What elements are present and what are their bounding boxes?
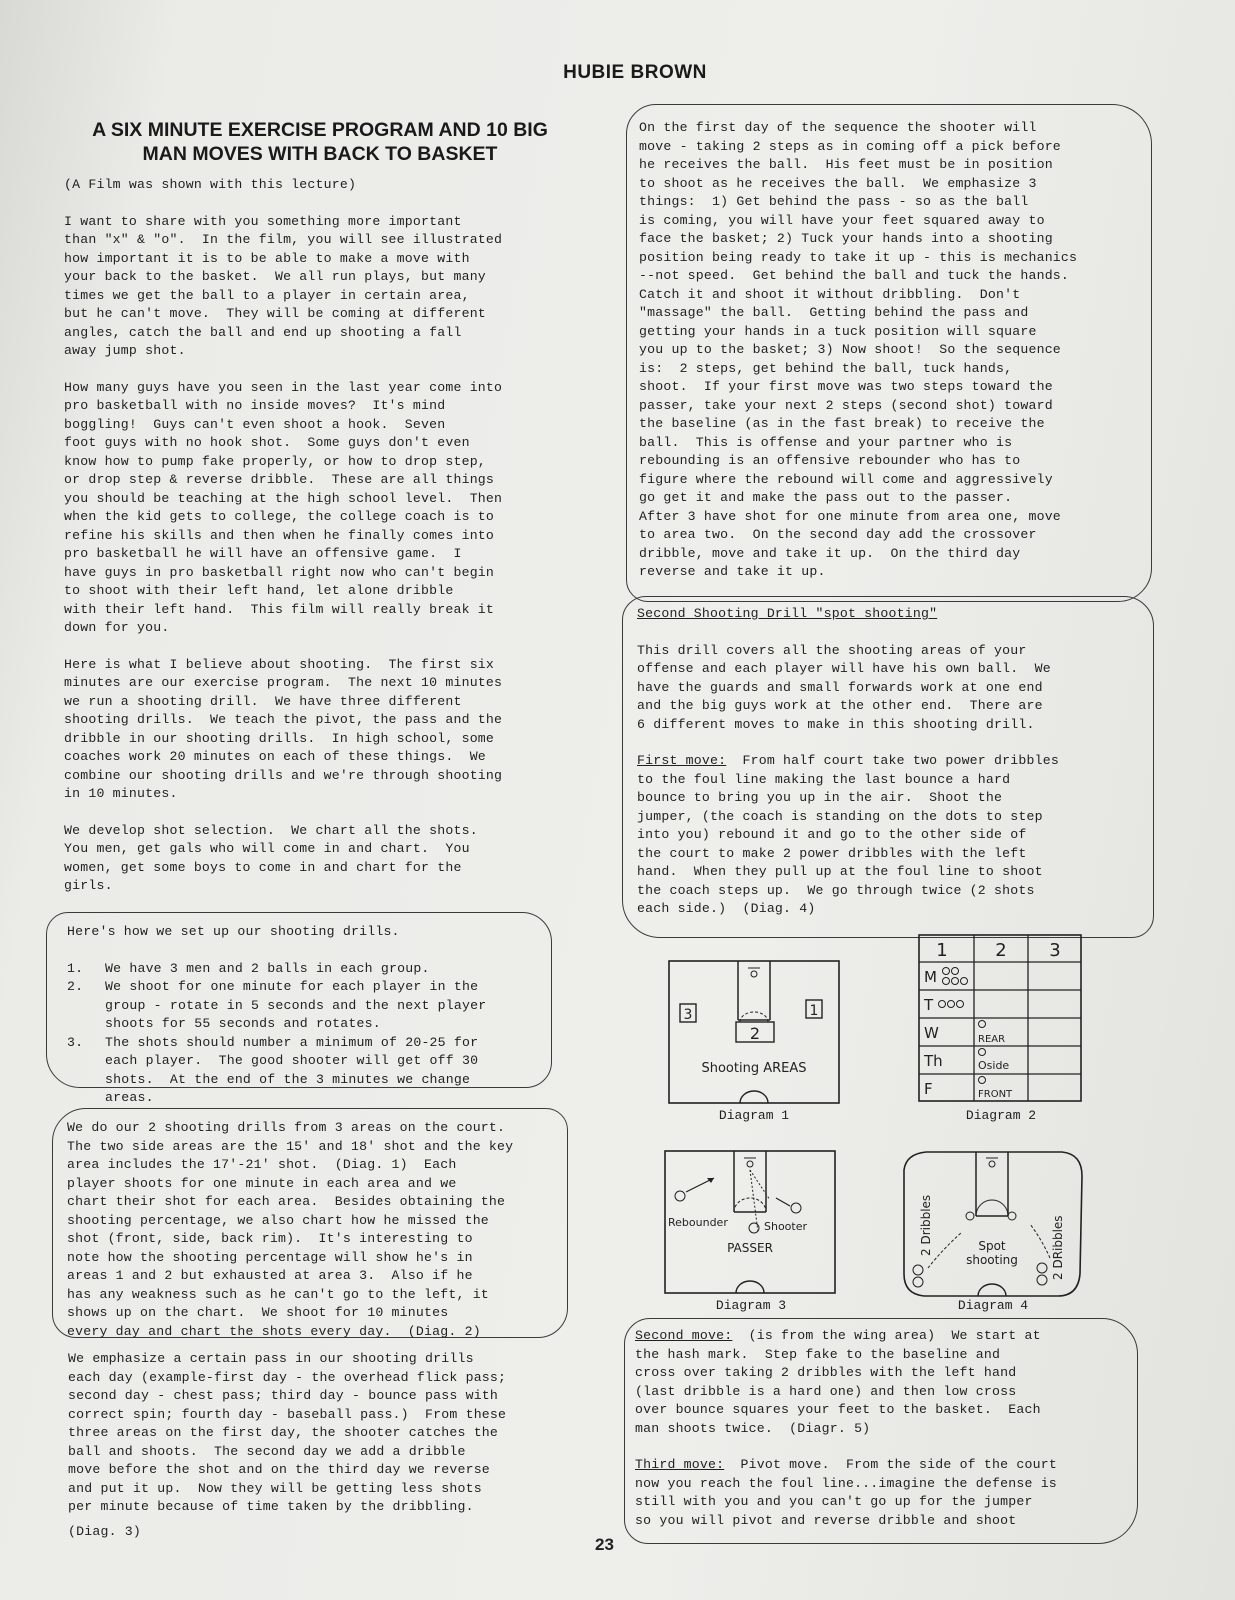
- title-line-2: MAN MOVES WITH BACK TO BASKET: [142, 143, 498, 165]
- row-m-label: M: [924, 968, 937, 986]
- spot-shooting-intro: This drill covers all the shooting areas of your offense and each player will have his own ball. We have the guards and small forwards work at one end and the big guys work at the other end. There are 6 different moves to make in this shooting drill.: [637, 642, 1051, 732]
- col-2-label: 2: [995, 940, 1007, 961]
- third-move-text: Third move: Pivot move. From the side of the court now you reach the foul line...imagine the defense is still with you and you can't go up for the jumper so you will pivot and reverse dribble and shoot: [635, 1457, 1057, 1528]
- film-note: (A Film was shown with this lecture): [64, 177, 357, 192]
- list-item: 3. The shots should number a minimum of 20-25 for each player. The good shooter will get off 30 shots. At the end of the 3 minutes we change areas.: [67, 1034, 479, 1105]
- diagram-1-caption: Diagram 1: [718, 1108, 790, 1123]
- setup-box: [46, 912, 552, 1105]
- spot-shooting-heading: Second Shooting Drill "spot shooting": [637, 606, 938, 621]
- areas-box: [52, 1108, 568, 1338]
- paragraph: How many guys have you seen in the last year come into pro basketball with no inside moves? It's mind boggling! Guys can't even shoot a hook. Seven foot guys with no hook shot. Some guys don't even know how to pump fake properly, or how to drop step, or drop step & reverse dribble. These are all things you should be teaching at the high school level. Then when the kid gets to college, the college coach is to refine his skills and then when he finally comes into pro basketball he will have an offensive game. I have guys in pro basketball right now who can't begin to shoot with their left hand, let alone dribble with their left hand. This film will really break it down for you.: [64, 379, 503, 635]
- title-line-1: A SIX MINUTE EXERCISE PROGRAM AND 10 BIG: [92, 119, 548, 141]
- paragraph: We develop shot selection. We chart all the shots. You men, get gals who will come in and chart. You women, get some boys to come in and chart for the girls.: [64, 822, 478, 893]
- shooter-label: Shooter: [764, 1220, 808, 1233]
- right-box-spot-shooting: [622, 596, 1154, 938]
- diagram-4-caption: Diagram 4: [957, 1298, 1029, 1313]
- first-move-text: First move: From half court take two power dribbles to the foul line making the last bounce a hard bounce to bring you up in the air. Shoot the jumper, (the coach is standing on the dots to step into you) rebound it and go to the other side of the court to make 2 power dribbles with the left hand. When they pull up at the foul line to shoot the coach steps up. We go through twice (2 shots each side.) (Diag. 4): [637, 753, 1059, 916]
- row-w-label: W: [924, 1024, 939, 1042]
- diagram-1: [668, 960, 840, 1104]
- paragraph: I want to share with you something more important than "x" & "o". In the film, you will see illustrated how important it is to be able to make a move with your back to the basket. We all run plays, but many times we get the ball to a player in certain area, but he can't move. They will be coming at different angles, catch the ball and end up shooting a fall away jump shot.: [64, 213, 503, 358]
- areas-text: We do our 2 shooting drills from 3 areas on the court. The two side areas are the 15' and 18' shot and the key area includes the 17'-21' shot. (Diag. 1) Each player shoots for one minute in each area and we chart their shot for each area. Besides obtaining the shooting percentage, we also chart how he missed the shot (front, side, back rim). It's interesting to note how the shooting percentage will show he's in areas 1 and 2 but exhausted at area 3. Also if he has any weakness such as he can't go to the left, it shows up on the chart. We shoot for 10 minutes every day and chart the shots every day. (Diag. 2): [67, 1120, 514, 1339]
- diagram-3-caption: Diagram 3: [715, 1298, 787, 1313]
- diagram-4: [902, 1150, 1084, 1300]
- pass-paragraph: We emphasize a certain pass in our shooting drills each day (example-first day - the overhead flick pass; second day - chest pass; third day - bounce pass with correct spin; fourth day - baseball pass.) From these three areas on the first day, the shooter catches the ball and shoots. The second day we add a dribble move before the shot and on the third day we reverse and put it up. Now they will be getting less shots per minute because of time taken by the dribbling.: [68, 1351, 507, 1514]
- row-f-label: F: [924, 1080, 933, 1098]
- diagram-2-caption: Diagram 2: [965, 1108, 1037, 1123]
- diagram-3: [664, 1150, 838, 1296]
- paragraph: Here is what I believe about shooting. The first six minutes are our exercise program. The next 10 minutes we run a shooting drill. We have three different shooting drills. We teach the pivot, the pass and the dribble in our shooting drills. In high school, some coaches work 20 minutes on each of these things. We combine our shooting drills and we're through shooting in 10 minutes.: [64, 656, 503, 801]
- row-t-label: T: [924, 996, 934, 1014]
- area-3-label: 3: [683, 1007, 693, 1023]
- first-day-text: On the first day of the sequence the shooter will move - taking 2 steps as in coming off a pick before he receives the ball. His feet must be in position to shoot as he receives the ball. We emphasize 3 things: 1) Get behind the pass - so as the ball is coming, you will have your feet squared away to face the basket; 2) Tuck your hands into a shooting position being ready to take it up - this is mechanics --not speed. Get behind the ball and tuck the hands. Catch it and shoot it without dribbling. Don't "massage" the ball. Getting behind the pass and getting your hands in a tuck position will square you up to the basket; 3) Now shoot! So the sequence is: 2 steps, get behind the ball, tuck hands, shoot. If your first move was two steps toward the passer, take your next 2 steps (second shot) toward the baseline (as in the fast break) to receive the ball. This is offense and your partner who is rebounding is an offensive rebounder who has to figure where the rebound will come and aggressively go get it and make the pass out to the passer. After 3 have shot for one minute from area one, move to area two. On the second day add the crossover dribble, move and take it up. On the third day reverse and take it up.: [639, 120, 1078, 579]
- left-dribbles-label: 2 Dribbles: [919, 1194, 933, 1256]
- passer-label: PASSER: [727, 1241, 773, 1255]
- note-rear: REAR: [978, 1034, 1006, 1045]
- col-3-label: 3: [1049, 940, 1061, 961]
- col-1-label: 1: [936, 940, 948, 961]
- rebounder-label: Rebounder: [668, 1216, 728, 1229]
- note-oside: Oside: [978, 1059, 1010, 1072]
- setup-intro: Here's how we set up our shooting drills.: [67, 924, 400, 939]
- area-1-label: 1: [809, 1003, 819, 1019]
- left-column: [64, 176, 584, 914]
- right-box-first-day: [626, 104, 1152, 602]
- shooting-label: shooting: [966, 1253, 1018, 1267]
- diag-ref: (Diag. 3): [68, 1523, 142, 1539]
- area-2-label: 2: [749, 1024, 761, 1043]
- page-header: HUBIE BROWN: [563, 62, 707, 83]
- right-dribbles-label: 2 DRibbles: [1051, 1215, 1065, 1280]
- pass-paragraph-block: [68, 1350, 588, 1559]
- page-number: 23: [595, 1535, 614, 1554]
- setup-list: [67, 960, 537, 1108]
- spot-label: Spot: [978, 1239, 1006, 1253]
- diagram-2: [918, 934, 1084, 1104]
- right-box-moves: [624, 1318, 1138, 1544]
- list-item: 1. We have 3 men and 2 balls in each group.: [67, 960, 430, 976]
- note-front: FRONT: [978, 1089, 1013, 1100]
- article-title: [60, 118, 580, 166]
- list-item: 2. We shoot for one minute for each player in the group - rotate in 5 seconds and the next player shoots for 55 seconds and rotates.: [67, 979, 487, 1031]
- second-move-text: Second move: (is from the wing area) We start at the hash mark. Step fake to the baseline and cross over taking 2 dribbles with the left hand (last dribble is a hard one) and then low cross over bounce squares your feet to the basket. Each man shoots twice. (Diagr. 5): [635, 1328, 1041, 1436]
- shooting-areas-label: Shooting AREAS: [701, 1061, 807, 1076]
- row-th-label: Th: [924, 1052, 943, 1070]
